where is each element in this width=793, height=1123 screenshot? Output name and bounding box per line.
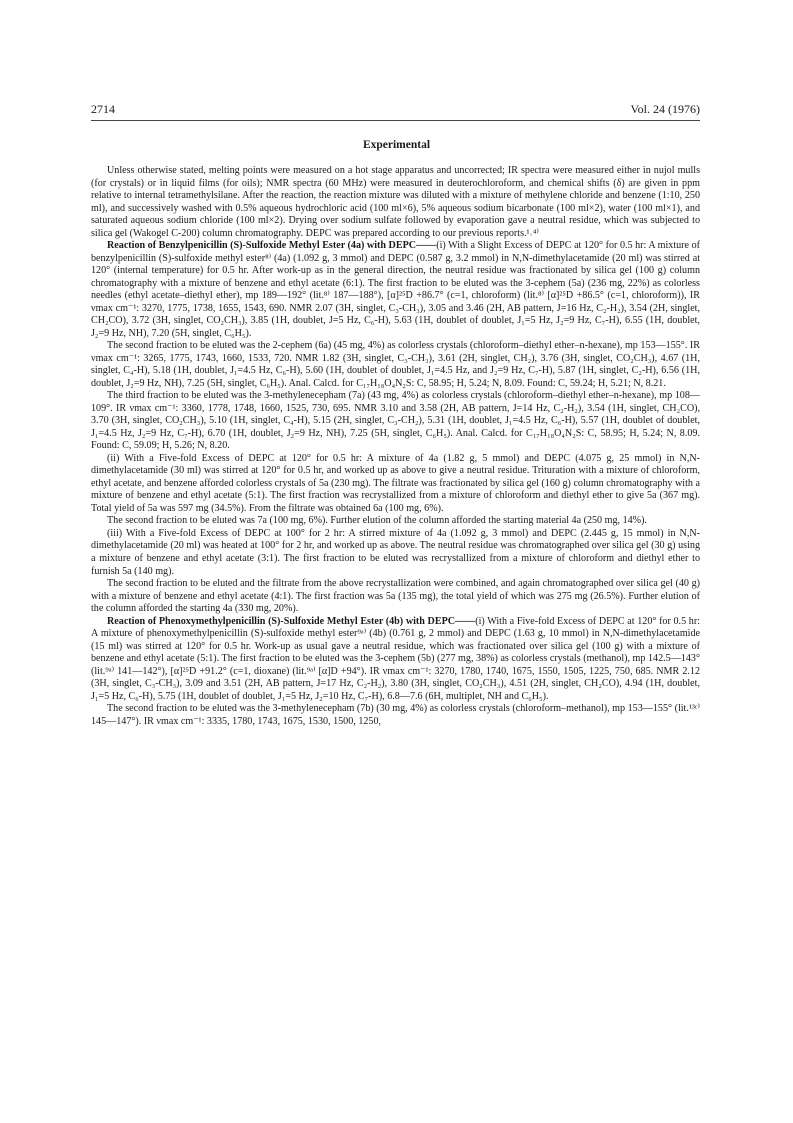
paragraph-general: [91, 165, 700, 240]
body-text: [91, 165, 700, 728]
paragraph-4a-iii: [91, 528, 700, 578]
paragraph-4a-i: [91, 240, 700, 340]
paragraph-7b: [91, 703, 700, 728]
paragraph-6a: [91, 340, 700, 390]
running-header: [91, 98, 700, 121]
page-number: 2714: [91, 102, 115, 116]
paragraph-text: (i) With a Slight Excess of DEPC at 120° for 0.5 hr: A mixture of benzylpenicillin (S)-sulfoxide methyl ester⁸⁾ (4a) (1.092 g, 3 mmol) and DEPC (0.587 g, 3.2 mmol) in N,N-dimethylacetamide (20 ml) was stirred at 120° (internal temperature) for 0.5 hr. After work-up as in the general direction, the neutral residue was fractionated by silica gel (100 g) column chromatography with a mixture of benzene and ethyl acetate (6:1). The first fraction to be eluted was the 3-cephem (5a) (236 mg, 22%) as colorless needles (ethyl acetate–diethyl ether), mp 189—192° (lit.⁸⁾ 187—188°), [α]²⁵D +86.7° (c=1, chloroform) (lit.⁸⁾ [α]²⁵D +86.5° (c=1, chloroform)), IR νmax cm⁻¹: 3270, 1775, 1738, 1655, 1543, 690. NMR 2.07 (3H, singlet, C₃-CH₃), 3.05 and 3.46 (2H, AB pattern, J=16 Hz, C₂-H₂), 3.54 (2H, singlet, CH₂CO), 3.72 (3H, singlet, CO₂CH₃), 3.85 (1H, doublet, J=5 Hz, C₆-H), 5.63 (1H, doublet of doublet, J₁=5 Hz, J₂=9 Hz, C₇-H), 6.55 (1H, doublet, J₂=9 Hz, NH), 7.20 (5H, singlet, C₆H₅).: [91, 240, 700, 339]
paragraph-4a-ii: [91, 453, 700, 516]
paragraph-4b-i: [91, 616, 700, 704]
paragraph-text: The third fraction to be eluted was the 3-methylenecepham (7a) (43 mg, 4%) as colorless crystals (chloroform–diethyl ether–n-hexane), mp 108—109°. IR νmax cm⁻¹: 3360, 1778, 1748, 1660, 1525, 730, 695. NMR 3.10 and 3.58 (2H, AB pattern, J=14 Hz, C₂-H₂), 3.54 (1H, singlet, CH₂CO), 3.70 (3H, singlet, CO₂CH₃), 5.10 (1H, singlet, C₄-H), 5.15 (2H, singlet, C₃-CH₂), 5.31 (1H, doublet, J₁=4.5 Hz, C₆-H), 5.57 (1H, doublet of doublet, J₁=4.5 Hz, J₂=9 Hz, C₇-H), 6.70 (1H, doublet, J₂=9 Hz, NH), 7.25 (5H, singlet, C₆H₅). Anal. Calcd. for C₁₇H₁₈O₄N₂S: C, 58.95; H, 5.24; N, 8.09. Found: C, 59.09; H, 5.26; N, 8.20.: [91, 390, 700, 452]
paragraph-4a-iii-cont: [91, 578, 700, 616]
volume-label: Vol. 24 (1976): [630, 102, 700, 116]
paragraph-text: The second fraction to be eluted was the 2-cephem (6a) (45 mg, 4%) as colorless crystals (chloroform–diethyl ether–n-hexane), mp 153—155°. IR νmax cm⁻¹: 3265, 1775, 1743, 1660, 1533, 720. NMR 1.82 (3H, singlet, C₃-CH₃), 3.61 (2H, singlet, CH₂), 3.76 (3H, singlet, CO₂CH₃), 4.67 (1H, singlet, C₄-H), 5.18 (1H, doublet, J₁=4.5 Hz, C₆-H), 5.60 (1H, doublet of doublet, J₁=4.5 Hz, and J₂=9 Hz, C₇-H), 5.87 (1H, singlet, C₂-H), 6.56 (1H, doublet, J₂=9 Hz, NH), 7.25 (5H, singlet, C₆H₅). Anal. Calcd. for C₁₇H₁₈O₄N₂S: C, 58.95; H, 5.24; N, 8.09. Found: C, 59.24; H, 5.21; N, 8.21.: [91, 340, 700, 389]
paragraph-text: Unless otherwise stated, melting points were measured on a hot stage apparatus and uncorrected; IR spectra were measured either in nujol mulls (for crystals) or in liquid films (for oils); NMR spectra (60 MHz) were measured in deuterochloroform, and chemical shifts (δ) are given in ppm relative to internal tetramethylsilane. After the reaction, the reaction mixture was diluted with a mixture of methylene chloride and benzene (1:10, 250 ml), and successively washed with 0.5% aqueous hydrochloric acid (100 ml×6), 5% aqueous sodium bicarbonate (100 ml×2), water (100 ml×1), and saturated aqueous sodium chloride (100 ml×2). Drying over sodium sulfate followed by evaporation gave a neutral residue, which was subjected to silica gel (Wakogel C-200) column chromatography. DEPC was prepared according to our previous reports.¹˒⁴⁾: [91, 165, 700, 239]
paragraph-7a: [91, 390, 700, 453]
paragraph-text: (i) With a Five-fold Excess of DEPC at 120° for 0.5 hr: A mixture of phenoxymethylpenicillin (S)-sulfoxide methyl ester⁹ᵃ⁾ (4b) (0.761 g, 2 mmol) and DEPC (1.63 g, 10 mmol) in N,N-dimethylacetamide (15 ml) was stirred at 120° for 0.5 hr. Work-up as usual gave a neutral residue, which was fractionated over silica gel (100 g) with a mixture of benzene and ethyl acetate (5:1). The first fraction to be eluted was the 3-cephem (5b) (277 mg, 38%) as colorless crystals (methanol), mp 142.5—143° (lit.⁹ᵃ⁾ 141—142°), [α]²⁵D +91.2° (c=1, dioxane) (lit.⁹ᵃ⁾ [α]D +94°). IR νmax cm⁻¹: 3270, 1780, 1740, 1675, 1550, 1505, 1225, 750, 685. NMR 2.12 (3H, singlet, C₃-CH₃), 3.09 and 3.51 (2H, AB pattern, J=17 Hz, C₂-H₂), 3.80 (3H, singlet, CO₂CH₃), 4.51 (2H, singlet, CH₂CO), 4.94 (1H, doublet, J₁=5 Hz, C₆-H), 5.75 (1H, doublet of doublet, J₁=5 Hz, J₂=10 Hz, C₇-H), 6.8—7.6 (6H, multiplet, NH and C₆H₅).: [91, 615, 700, 702]
section-title: Experimental: [362, 139, 431, 151]
paragraph-heading: Reaction of Phenoxymethylpenicillin (S)-Sulfoxide Methyl Ester (4b) with DEPC——: [107, 615, 476, 627]
paragraph-text: (ii) With a Five-fold Excess of DEPC at 120° for 0.5 hr: A mixture of 4a (1.82 g, 5 mmol) and DEPC (4.075 g, 25 mmol) in N,N-dimethylacetamide (30 ml) was stirred at 120° for 0.5 hr, and worked up as above to give a neutral residue. Trituration with a mixture of chloroform, ethyl acetate, and benzene afforded colorless crystals of 5a (230 mg). The filtrate was fractionated by silica gel (160 g) column chromatography with a mixture of benzene and ethyl acetate (5:1). The first fraction was recrystallized from a mixture of chloroform and diethyl ether to give 5a (367 mg). Total yield of 5a was 597 mg (34.5%). From the filtrate was obtained 6a (100 mg, 6%).: [91, 452, 700, 514]
paragraph-text: The second fraction to be eluted was 7a (100 mg, 6%). Further elution of the column afforded the starting material 4a (250 mg, 14%).: [107, 515, 647, 527]
paragraph-text: (iii) With a Five-fold Excess of DEPC at 100° for 2 hr: A stirred mixture of 4a (1.092 g, 3 mmol) and DEPC (2.445 g, 15 mmol) in N,N-dimethylacetamide (20 ml) was heated at 100° for 2 hr, and worked up as above. The neutral residue was chromatographed over silica gel (30 g) using a mixture of benzene and ethyl acetate (3:1). The first fraction to be eluted was recrystallized from a mixture of chloroform and diethyl ether to furnish 5a (140 mg).: [91, 527, 700, 577]
paragraph-text: The second fraction to be eluted was the 3-methylenecepham (7b) (30 mg, 4%) as colorless crystals (chloroform–methanol), mp 153—155° (lit.¹³ᶜ⁾ 145—147°). IR νmax cm⁻¹: 3335, 1780, 1743, 1675, 1530, 1500, 1250,: [91, 703, 700, 727]
paragraph-heading: Reaction of Benzylpenicillin (S)-Sulfoxide Methyl Ester (4a) with DEPC——: [107, 240, 437, 252]
paragraph-text: The second fraction to be eluted and the filtrate from the above recrystallization were combined, and again chromatographed over silica gel (40 g) with a mixture of benzene and ethyl acetate (4:1). The first fraction was 5a (135 mg), the total yield of which was 275 mg (26.5%). Further elution of the column afforded the starting 4a (330 mg, 20%).: [91, 578, 700, 615]
paragraph-4a-ii-cont: [91, 515, 700, 528]
